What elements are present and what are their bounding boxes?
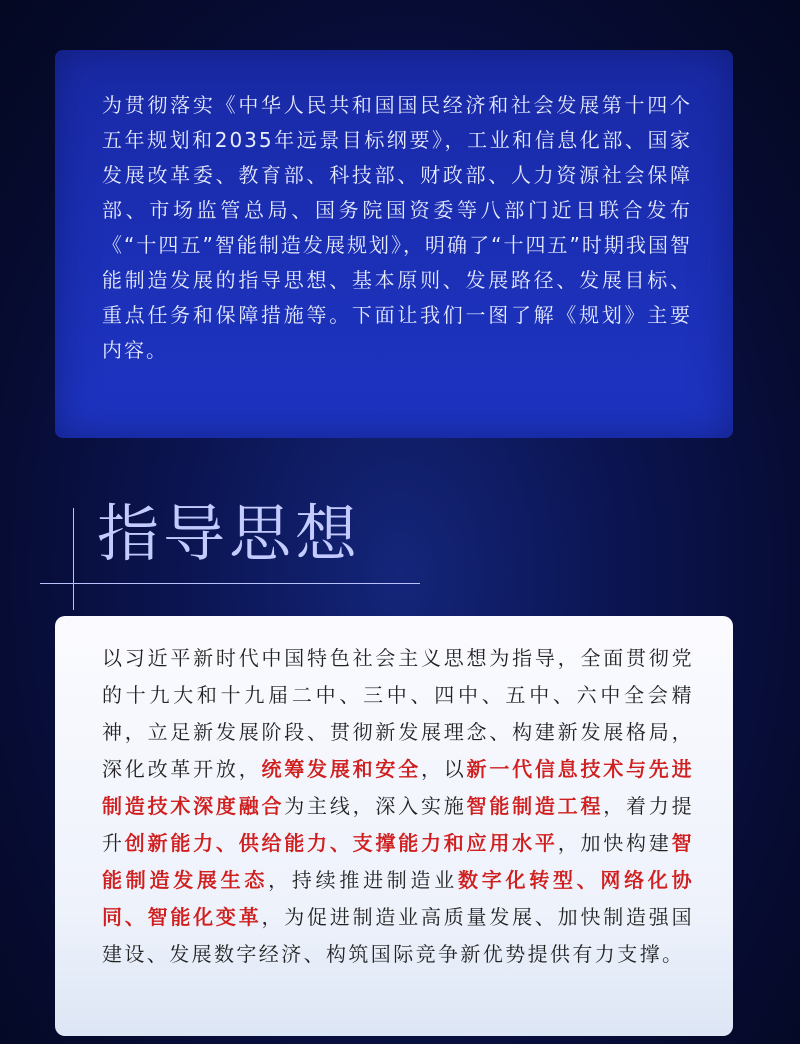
text-segment: ，持续推进制造业: [268, 868, 459, 892]
title-vertical-divider: [73, 508, 74, 610]
text-segment: 为主线，深入实施: [284, 794, 467, 818]
highlight-capabilities: 创新能力、供给能力、支撑能力和应用水平: [124, 831, 558, 855]
text-segment: ，以: [420, 757, 467, 781]
text-segment: ，加快构建: [557, 831, 672, 855]
text-segment: ，为促进制造业高质量发展、加快制造强国建设、发展数字经济、构筑国际竞争新优势提供有力支撑。: [102, 905, 694, 966]
guiding-ideology-paragraph: [102, 640, 694, 973]
section-title: 指导思想: [97, 497, 362, 570]
highlight-transformation: 数字化转型、网络化协同、智能化变革: [102, 868, 695, 929]
text-segment: ，着力提升: [102, 794, 694, 855]
highlight-ecosystem: 智能制造发展生态: [102, 831, 695, 892]
highlight-technology-integration: 新一代信息技术与先进制造技术深度融合: [102, 757, 694, 818]
highlight-development-security: 统筹发展和安全: [261, 757, 421, 781]
highlight-intelligent-manufacturing-project: 智能制造工程: [466, 794, 604, 818]
intro-paragraph: 为贯彻落实《中华人民共和国国民经济和社会发展第十四个五年规划和2035年远景目标纲要》，工业和信息化部、国家发展改革委、教育部、科技部、财政部、人力资源社会保障部、市场监管总局、国务院国资委等八部门近日联合发布《“十四五”智能制造发展规划》，明确了“十四五”时期我国智能制造发展的指导思想、基本原则、发展路径、发展目标、重点任务和保障措施等。下面让我们一图了解《规划》主要内容。: [102, 93, 692, 362]
text-segment: 以习近平新时代中国特色社会主义思想为指导，全面贯彻党的十九大和十九届二中、三中、四中、五中、六中全会精神，立足新发展阶段、贯彻新发展理念、构建新发展格局，深化改革开放，: [102, 646, 694, 781]
title-horizontal-divider: [40, 583, 420, 584]
